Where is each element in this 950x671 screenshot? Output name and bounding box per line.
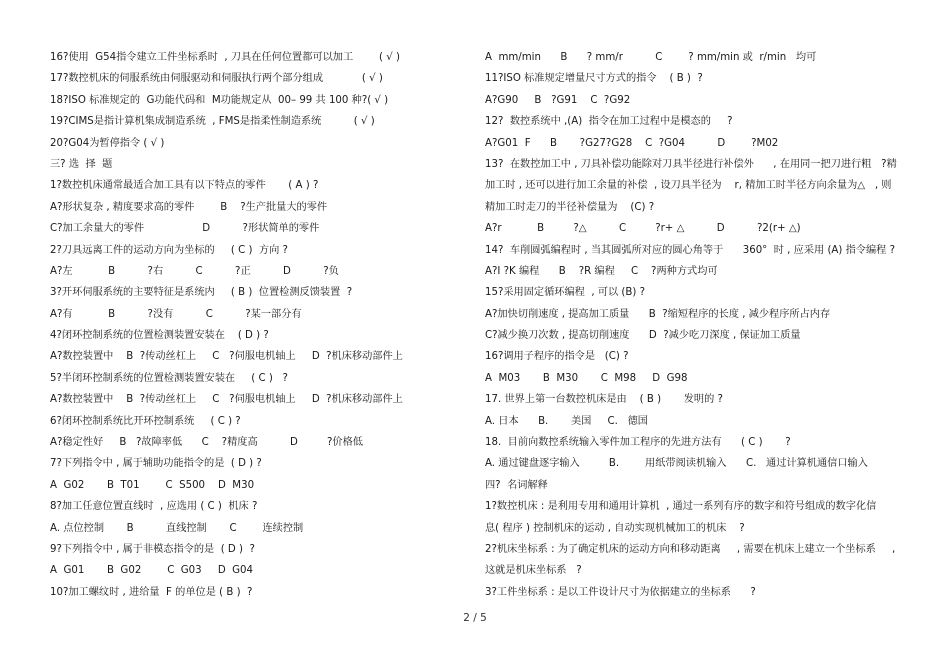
text-line: 11?ISO 标准规定增量尺寸方式的指令 ( B ) ? xyxy=(485,73,703,85)
text-line: 14? 车削圆弧编程时 , 当其圆弧所对应的圆心角等于 360° 时 , 应采用 (A) 指令编程 ? xyxy=(485,244,896,256)
text-line: A. 日本 B. 美国 C. 德国 xyxy=(485,415,648,427)
text-line: A?数控装置中 B ?传动丝杠上 C ?伺服电机轴上 D ?机床移动部件上 xyxy=(50,351,403,363)
text-line: A?G01 F B ?G27?G28 C ?G04 D ?M02 xyxy=(485,137,779,149)
section-heading: 四? 名词解释 xyxy=(485,479,548,491)
text-line: 3?工件坐标系 : 是以工件设计尺寸为依据建立的坐标系 ? xyxy=(485,586,756,598)
text-line: A G01 B G02 C G03 D G04 xyxy=(50,565,254,577)
text-line: 18?ISO 标准规定的 G功能代码和 M功能规定从 00– 99 共 100 种?( √ ) xyxy=(50,94,389,106)
text-line: A?数控装置中 B ?传动丝杠上 C ?伺服电机轴上 D ?机床移动部件上 xyxy=(50,394,403,406)
left-column xyxy=(50,47,450,603)
text-line: A?G90 B ?G91 C ?G92 xyxy=(485,94,631,106)
text-line: A?稳定性好 B ?故障率低 C ?精度高 D ?价格低 xyxy=(50,437,363,449)
section-heading: 三? 选 择 题 xyxy=(50,158,113,170)
text-line: 10?加工螺纹时 , 进给量 F 的单位是 ( B ) ? xyxy=(50,586,253,598)
text-line: A. 点位控制 B 直线控制 C 连续控制 xyxy=(50,522,304,534)
text-line: A. 通过键盘逐字输入 B. 用纸带阅读机输入 C. 通过计算机通信口输入 xyxy=(485,458,868,470)
text-line: 1?数控机床通常最适合加工具有以下特点的零件 ( A ) ? xyxy=(50,180,319,192)
text-line: 2?刀具远离工件的运动方向为坐标的 ( C ) 方向 ? xyxy=(50,244,288,256)
text-line: 这就是机床坐标系 ? xyxy=(485,565,582,577)
text-line: A?左 B ?右 C ?正 D ?负 xyxy=(50,265,339,277)
text-line: 8?加工任意位置直线时 , 应选用 ( C ) 机床 ? xyxy=(50,501,258,513)
text-line: A mm/min B ? mm/r C ? mm/min 或 r/min 均可 xyxy=(485,52,817,63)
text-line: 3?开环伺服系统的主要特征是系统内 ( B ) 位置检测反馈装置 ? xyxy=(50,287,353,299)
text-line: 16?使用 G54指令建立工件坐标系时 , 刀具在任何位置都可以加工 ( √ ) xyxy=(50,52,400,63)
text-line: C?减少换刀次数 , 提高切削速度 D ?减少吃刀深度 , 保证加工质量 xyxy=(485,330,801,342)
text-line: A?有 B ?没有 C ?某一部分有 xyxy=(50,308,302,320)
text-line: 加工时 , 还可以进行加工余量的补偿 , 设刀具半径为 r, 精加工时半径方向余量为△ , 则 xyxy=(485,180,892,192)
text-line: 7?下列指令中 , 属于辅助功能指令的是 ( D ) ? xyxy=(50,458,262,470)
text-line: 19?CIMS是指计算机集成制造系统 , FMS是指柔性制造系统 ( √ ) xyxy=(50,116,375,128)
text-line: 精加工时走刀的半径补偿量为 (C) ? xyxy=(485,201,655,213)
text-line: 18. 目前向数控系统输入零件加工程序的先进方法有 ( C ) ? xyxy=(485,437,791,449)
text-line: 1?数控机床 : 是利用专用和通用计算机 , 通过一系列有序的数字和符号组成的数字化信 xyxy=(485,501,877,513)
text-line: A?加快切削速度 , 提高加工质量 B ?缩短程序的长度 , 减少程序所占内存 xyxy=(485,308,831,320)
text-line: C?加工余量大的零件 D ?形状简单的零件 xyxy=(50,223,320,235)
text-line: 12? 数控系统中 ,(A) 指令在加工过程中是模态的 ? xyxy=(485,116,733,128)
text-line: 17. 世界上第一台数控机床是由 ( B ) 发明的 ? xyxy=(485,394,723,406)
text-line: A G02 B T01 C S500 D M30 xyxy=(50,479,255,491)
right-column xyxy=(485,47,905,603)
text-line: A?r B ?△ C ?r+ △ D ?2(r+ △) xyxy=(485,223,801,235)
text-line: 2?机床坐标系 : 为了确定机床的运动方向和移动距离 , 需要在机床上建立一个坐标系 , xyxy=(485,543,896,555)
text-line: A?I ?K 编程 B ?R 编程 C ?两种方式均可 xyxy=(485,265,718,277)
text-line: 15?采用固定循环编程 , 可以 (B) ? xyxy=(485,287,646,299)
text-line: A?形状复杂 , 精度要求高的零件 B ?生产批量大的零件 xyxy=(50,201,328,213)
text-line: 16?调用子程序的指令是 (C) ? xyxy=(485,351,629,363)
text-line: 4?闭环控制系统的位置检测装置安装在 ( D ) ? xyxy=(50,330,269,342)
text-line: A M03 B M30 C M98 D G98 xyxy=(485,372,688,384)
text-line: 5?半闭环控制系统的位置检测装置安装在 ( C ) ? xyxy=(50,372,288,384)
text-line: 息( 程序 ) 控制机床的运动 , 自动实现机械加工的机床 ? xyxy=(485,522,745,534)
text-line: 9?下列指令中 , 属于非模态指令的是 ( D ) ? xyxy=(50,543,255,555)
text-line: 13? 在数控加工中 , 刀具补偿功能除对刀具半径进行补偿外 , 在用同一把刀进行粗 ?精 xyxy=(485,158,897,170)
page-number: 2 / 5 xyxy=(463,612,487,624)
text-line: 20?G04为暂停指令 ( √ ) xyxy=(50,137,165,149)
text-line: 17?数控机床的伺服系统由伺服驱动和伺服执行两个部分组成 ( √ ) xyxy=(50,73,383,85)
text-line: 6?闭环控制系统比开环控制系统 ( C ) ? xyxy=(50,415,241,427)
